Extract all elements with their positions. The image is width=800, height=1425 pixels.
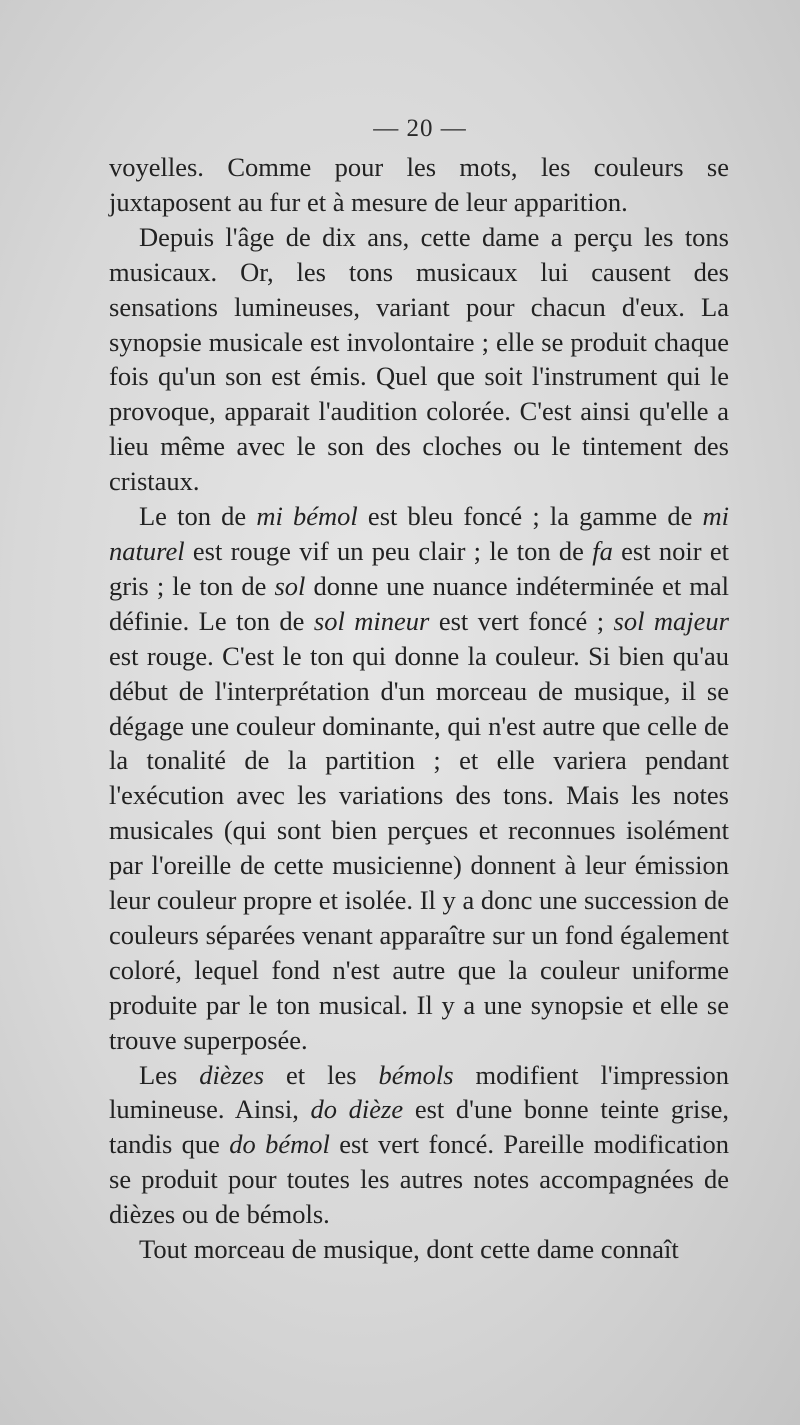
italic-term: do dièze bbox=[310, 1094, 404, 1125]
text-run: Les bbox=[139, 1059, 200, 1090]
text-run: est rouge vif un peu clair ; le ton de bbox=[184, 535, 593, 566]
text-run: est vert foncé ; bbox=[429, 605, 614, 636]
text-run: donne une nuance indéterminée et mal définie. Le ton de bbox=[109, 570, 729, 636]
paragraph-5: Tout morceau de musique, dont cette dame connaît bbox=[139, 1234, 679, 1265]
italic-term: sol mineur bbox=[313, 605, 430, 636]
italic-term: sol bbox=[274, 570, 306, 601]
italic-term: bémols bbox=[378, 1059, 454, 1090]
text-run: est rouge. C'est le ton qui donne la couleur. Si bien qu'au début de l'interprétation d'un morceau de musique, il se dégage une couleur dominante, qui n'est autre que celle de la tonalité de la partition ; et elle variera pendant l'exécution avec les variations des tons. Mais les notes musicales (qui sont bien perçues et reconnues isolément par l'oreille de cette musicienne) donnent à leur émission leur couleur propre et isolée. Il y a donc une succession de couleurs séparées venant apparaître sur un fond également coloré, lequel fond n'est autre que la couleur uniforme produite par le ton musical. Il y a une synopsie et elle se trouve superposée. bbox=[109, 640, 729, 1055]
text-run: et les bbox=[264, 1059, 379, 1090]
italic-term: sol majeur bbox=[613, 605, 729, 636]
page-number: — 20 — bbox=[373, 115, 467, 142]
paragraph-2: Depuis l'âge de dix ans, cette dame a perçu les tons musicaux. Or, les tons musicaux lui causent des sensations lumineuses, variant pour chacun d'eux. La synopsie musicale est involontaire ; elle se produit chaque fois qu'un son est émis. Quel que soit l'instrument qui le provoque, apparait l'audition colorée. C'est ainsi qu'elle a lieu même avec le son des cloches ou le tintement des cristaux. bbox=[109, 221, 729, 497]
italic-term: mi bémol bbox=[256, 501, 358, 532]
text-run: Le ton de bbox=[139, 501, 257, 532]
text-run: est vert foncé. Pareille modification se produit pour toutes les autres notes accompagnées de dièzes ou de bémols. bbox=[109, 1129, 730, 1230]
italic-term: fa bbox=[592, 535, 613, 566]
paragraph-3 bbox=[109, 499, 729, 1058]
text-run: modifient l'impression lumineuse. Ainsi, bbox=[109, 1059, 729, 1125]
italic-term: mi naturel bbox=[109, 501, 729, 566]
italic-term: dièzes bbox=[199, 1059, 265, 1090]
text-run: est bleu foncé ; la gamme de bbox=[357, 501, 703, 532]
text-run: est d'une bonne teinte grise, tandis que bbox=[109, 1094, 730, 1160]
paragraph-4 bbox=[109, 1058, 729, 1233]
body-text bbox=[109, 150, 729, 1267]
text-run: est noir et gris ; le ton de bbox=[109, 535, 729, 601]
italic-term: do bémol bbox=[229, 1129, 330, 1160]
paragraph-1: voyelles. Comme pour les mots, les couleurs se juxtaposent au fur et à mesure de leur apparition. bbox=[109, 152, 729, 217]
